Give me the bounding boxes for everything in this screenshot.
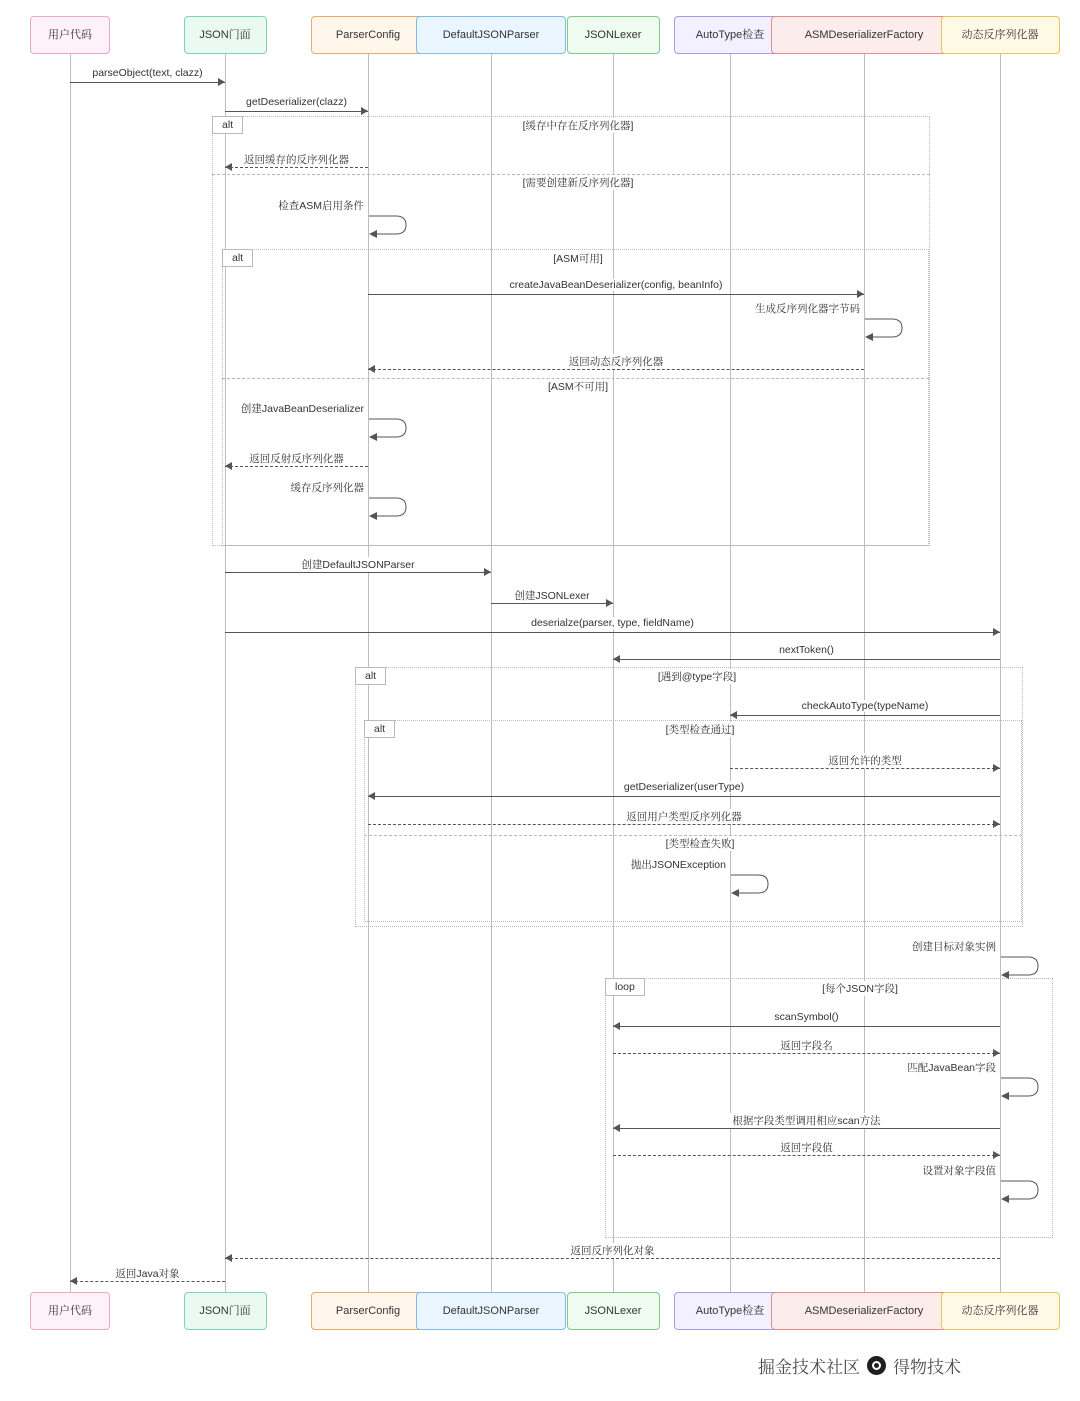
message-label: scanSymbol() <box>771 1011 841 1023</box>
message-label: 根据字段类型调用相应scan方法 <box>729 1113 883 1128</box>
message-line-m7 <box>368 369 864 370</box>
message-line-m18 <box>368 824 1000 825</box>
self-message-m26 <box>1000 1177 1042 1205</box>
self-message-m23 <box>1000 1074 1042 1102</box>
fragment-condition: [ASM不可用] <box>545 379 611 394</box>
message-label: 抛出JSONException <box>630 859 726 871</box>
participant-config-bottom[interactable]: ParserConfig <box>311 1292 425 1330</box>
message-line-m2 <box>225 111 368 112</box>
fragment-label: alt <box>222 249 253 267</box>
message-label: 返回字段名 <box>777 1038 836 1053</box>
message-label: 返回动态反序列化器 <box>566 354 667 369</box>
message-line-m16 <box>730 768 1000 769</box>
participant-lexer-top[interactable]: JSONLexer <box>567 16 660 54</box>
self-message-m8 <box>368 415 410 443</box>
message-arrowhead <box>225 163 232 171</box>
watermark <box>758 1353 961 1378</box>
participant-parser-top[interactable]: DefaultJSONParser <box>416 16 566 54</box>
message-label: getDeserializer(userType) <box>621 781 747 793</box>
message-label: 创建JavaBeanDeserializer <box>240 403 364 415</box>
participant-asm-top[interactable]: ASMDeserializerFactory <box>771 16 957 54</box>
fragment-label: loop <box>605 978 645 996</box>
participant-facade-top[interactable]: JSON门面 <box>184 16 267 54</box>
self-message-m6 <box>864 315 906 343</box>
fragment-condition: [需要创建新反序列化器] <box>520 175 637 190</box>
message-line-m14 <box>613 659 1000 660</box>
participant-user-bottom[interactable]: 用户代码 <box>30 1292 110 1330</box>
message-line-m17 <box>368 796 1000 797</box>
watermark-community: 掘金技术社区 <box>758 1358 860 1377</box>
message-line-m15 <box>730 715 1000 716</box>
message-label: 生成反序列化器字节码 <box>755 303 860 315</box>
message-arrowhead <box>993 820 1000 828</box>
message-label: 匹配JavaBean字段 <box>907 1062 996 1074</box>
self-message-m20 <box>1000 953 1042 981</box>
message-arrowhead <box>993 764 1000 772</box>
fragment-condition: [每个JSON字段] <box>819 981 901 996</box>
message-label: 返回用户类型反序列化器 <box>623 809 745 824</box>
message-label: 返回缓存的反序列化器 <box>241 152 352 167</box>
message-arrowhead <box>613 1124 620 1132</box>
message-arrowhead <box>368 792 375 800</box>
message-line-m9 <box>225 466 368 467</box>
participant-asm-bottom[interactable]: ASMDeserializerFactory <box>771 1292 957 1330</box>
message-arrowhead <box>225 1254 232 1262</box>
participant-autotype-top[interactable]: AutoType检查 <box>674 16 786 54</box>
message-label: 缓存反序列化器 <box>290 482 364 494</box>
message-arrowhead <box>993 628 1000 636</box>
message-arrowhead <box>361 107 368 115</box>
message-arrowhead <box>857 290 864 298</box>
participant-dyn-top[interactable]: 动态反序列化器 <box>941 16 1060 54</box>
message-line-m27 <box>225 1258 1000 1259</box>
self-message-m4 <box>368 212 410 240</box>
message-line-m13 <box>225 632 1000 633</box>
message-arrowhead <box>606 599 613 607</box>
lifeline-user <box>70 54 71 1292</box>
message-arrowhead <box>368 365 375 373</box>
participant-parser-bottom[interactable]: DefaultJSONParser <box>416 1292 566 1330</box>
message-label: 创建目标对象实例 <box>912 941 996 953</box>
message-label: createJavaBeanDeserializer(config, beanInfo) <box>506 279 725 291</box>
message-arrowhead <box>993 1049 1000 1057</box>
fragment-condition: [类型检查失败] <box>663 836 738 851</box>
message-label: 返回字段值 <box>777 1140 836 1155</box>
self-message-m19 <box>730 871 772 899</box>
message-line-m12 <box>491 603 613 604</box>
message-label: 设置对象字段值 <box>922 1165 996 1177</box>
fragment-label: alt <box>364 720 395 738</box>
watermark-brand: 得物技术 <box>893 1358 961 1377</box>
message-arrowhead <box>484 568 491 576</box>
message-line-m11 <box>225 572 491 573</box>
fragment-condition: [类型检查通过] <box>663 722 738 737</box>
fragment-label: alt <box>355 667 386 685</box>
participant-autotype-bottom[interactable]: AutoType检查 <box>674 1292 786 1330</box>
message-arrowhead <box>70 1277 77 1285</box>
message-label: parseObject(text, clazz) <box>89 67 205 79</box>
message-label: 返回允许的类型 <box>825 753 905 768</box>
message-label: checkAutoType(typeName) <box>799 700 932 712</box>
message-line-m1 <box>70 82 225 83</box>
self-message-m10 <box>368 494 410 522</box>
message-line-m21 <box>613 1026 1000 1027</box>
message-label: deserialze(parser, type, fieldName) <box>528 617 697 629</box>
message-line-m22 <box>613 1053 1000 1054</box>
message-arrowhead <box>225 462 232 470</box>
fragment-label: alt <box>212 116 243 134</box>
message-label: 检查ASM启用条件 <box>278 200 364 212</box>
participant-facade-bottom[interactable]: JSON门面 <box>184 1292 267 1330</box>
message-line-m28 <box>70 1281 225 1282</box>
fragment-condition: [遇到@type字段] <box>655 669 739 684</box>
participant-lexer-bottom[interactable]: JSONLexer <box>567 1292 660 1330</box>
message-label: 返回反射反序列化器 <box>246 451 347 466</box>
message-label: nextToken() <box>776 644 837 656</box>
message-arrowhead <box>613 655 620 663</box>
message-arrowhead <box>613 1022 620 1030</box>
fragment-condition: [缓存中存在反序列化器] <box>520 118 637 133</box>
message-label: 创建DefaultJSONParser <box>298 557 417 572</box>
participant-user-top[interactable]: 用户代码 <box>30 16 110 54</box>
message-line-m25 <box>613 1155 1000 1156</box>
message-label: getDeserializer(clazz) <box>243 96 350 108</box>
message-line-m3 <box>225 167 368 168</box>
message-label: 返回Java对象 <box>112 1266 182 1281</box>
message-label: 返回反序列化对象 <box>568 1243 658 1258</box>
message-arrowhead <box>730 711 737 719</box>
participant-config-top[interactable]: ParserConfig <box>311 16 425 54</box>
message-line-m24 <box>613 1128 1000 1129</box>
message-arrowhead <box>218 78 225 86</box>
participant-dyn-bottom[interactable]: 动态反序列化器 <box>941 1292 1060 1330</box>
fragment-condition: [ASM可用] <box>550 251 606 266</box>
brand-logo-icon <box>867 1356 886 1375</box>
message-label: 创建JSONLexer <box>511 588 592 603</box>
message-line-m5 <box>368 294 864 295</box>
message-arrowhead <box>993 1151 1000 1159</box>
